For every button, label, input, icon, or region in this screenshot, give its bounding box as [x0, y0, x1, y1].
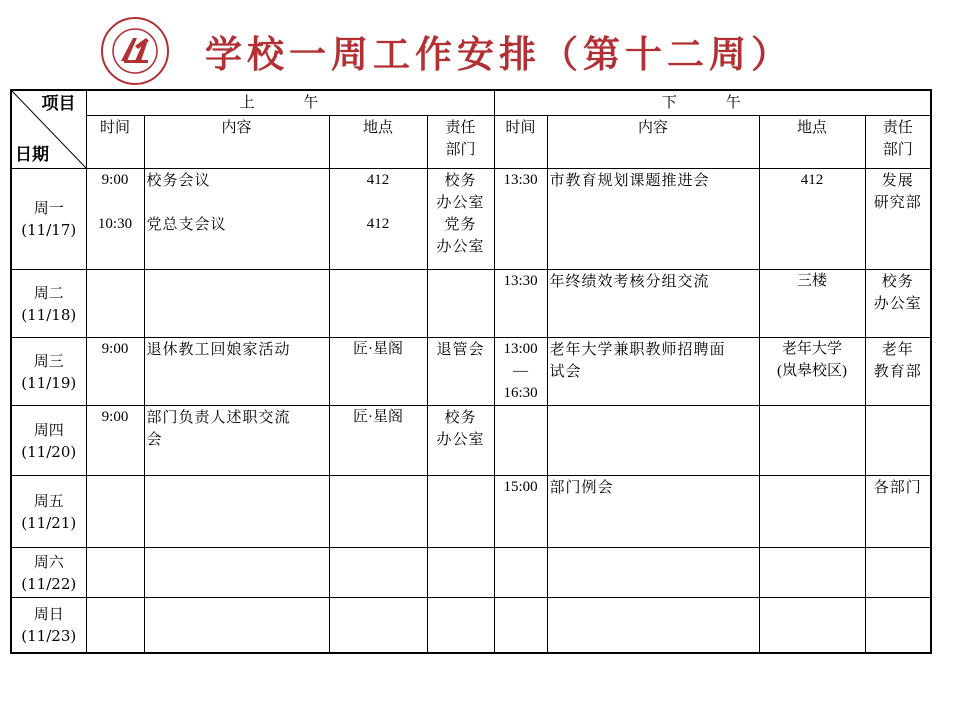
dept-text: 办公室 [436, 193, 485, 211]
day-cell [11, 270, 86, 338]
table-row [11, 598, 931, 653]
pm-place-cell [759, 406, 865, 476]
day-date: (11/20) [21, 442, 77, 461]
day-name: 周二 [33, 283, 64, 302]
pm-time-cell [494, 476, 547, 548]
entry-dept [866, 476, 931, 498]
am-time-cell [86, 598, 144, 653]
content-text: 年终绩效考核分组交流 [549, 272, 710, 290]
am-dept-cell [427, 270, 494, 338]
corner-header-cell [11, 90, 86, 169]
page-title: 学校一周工作安排（第十二周） [205, 32, 793, 76]
spacer [87, 191, 144, 213]
dept-text: 校务 [881, 272, 914, 290]
pm-place-cell [759, 270, 865, 338]
table-row [11, 548, 931, 598]
table-row [11, 270, 931, 338]
place-text: 412 [366, 172, 390, 188]
pm-time-cell [494, 270, 547, 338]
am-dept-cell [427, 406, 494, 476]
day-cell [11, 406, 86, 476]
am-content-cell [144, 338, 329, 406]
entry-place [330, 338, 427, 360]
pm-dept-cell [865, 476, 931, 548]
am-dept-cell [427, 548, 494, 598]
place-text: 老年大学 [782, 341, 843, 357]
pm-time-header: 时间 [494, 116, 547, 169]
entry-time [87, 338, 144, 360]
table-row [11, 476, 931, 548]
entry-content [550, 476, 759, 498]
pm-place-header: 地点 [759, 116, 865, 169]
am-dept-cell [427, 169, 494, 270]
pm-place-cell [759, 169, 865, 270]
content-text: 市教育规划课题推进会 [549, 171, 710, 189]
day-cell [11, 598, 86, 653]
pm-dept-cell [865, 169, 931, 270]
place-text: 三楼 [797, 273, 828, 289]
day-cell [11, 338, 86, 406]
time-text: 10:30 [97, 216, 133, 232]
am-time-cell [86, 270, 144, 338]
time-text: 9:00 [101, 409, 129, 425]
am-place-cell [329, 476, 427, 548]
am-place-cell [329, 598, 427, 653]
pm-time-cell [494, 598, 547, 653]
am-place-cell [329, 406, 427, 476]
time-text: 9:00 [101, 341, 129, 357]
day-cell [11, 548, 86, 598]
day-name: 周五 [33, 491, 64, 510]
place-text: 匠·星阁 [353, 341, 403, 357]
day-cell [11, 476, 86, 548]
pm-content-cell [547, 476, 759, 548]
entry-dept [428, 406, 494, 450]
am-time-cell [86, 406, 144, 476]
am-content-header: 内容 [144, 116, 329, 169]
pm-dept-cell [865, 598, 931, 653]
am-time-cell [86, 476, 144, 548]
entry-dept [428, 213, 494, 257]
content-text: 党总支会议 [146, 215, 227, 233]
entry-time [495, 338, 547, 404]
page-header [0, 0, 960, 88]
entry-dept [428, 169, 494, 213]
am-content-cell [144, 476, 329, 548]
am-place-header: 地点 [329, 116, 427, 169]
content-text: 校务会议 [146, 171, 211, 189]
entry-content [550, 338, 759, 382]
day-date: (11/17) [21, 221, 77, 239]
entry-dept [866, 270, 931, 314]
am-place-cell [329, 338, 427, 406]
am-content-cell [144, 270, 329, 338]
date-label: 日期 [15, 145, 49, 165]
day-name: 周六 [33, 552, 64, 571]
table-row [11, 406, 931, 476]
dept-text: 办公室 [436, 237, 485, 255]
pm-time-cell [494, 406, 547, 476]
dept-text: 研究部 [873, 193, 922, 211]
pm-content-cell [547, 598, 759, 653]
am-header: 上 午 [86, 90, 494, 116]
content-text: 老年大学兼职教师招聘面 [549, 340, 726, 358]
pm-dept-cell [865, 406, 931, 476]
day-name: 周一 [33, 199, 64, 217]
entry-time [495, 270, 547, 292]
entry-content [147, 338, 329, 360]
am-dept-header: 责任 部门 [427, 116, 494, 169]
dept-text: 教育部 [873, 362, 922, 380]
content-text: 会 [146, 430, 163, 448]
time-text: 16:30 [503, 385, 538, 401]
entry-time [495, 169, 547, 191]
day-name: 周日 [33, 604, 64, 623]
am-place-cell [329, 270, 427, 338]
day-date: (11/21) [21, 513, 77, 532]
pm-place-cell [759, 338, 865, 406]
dept-text: 校务 [444, 171, 477, 189]
pm-dept-header: 责任 部门 [865, 116, 931, 169]
dept-text: 老年 [881, 340, 914, 358]
day-date: (11/19) [21, 373, 77, 392]
spacer [330, 191, 427, 213]
pm-header: 下 午 [494, 90, 931, 116]
content-text: 退休教工回娘家活动 [146, 340, 291, 358]
pm-content-cell [547, 406, 759, 476]
am-content-cell [144, 406, 329, 476]
entry-content [147, 406, 329, 450]
time-text: 13:30 [503, 172, 538, 188]
entry-dept [866, 169, 931, 213]
am-time-cell [86, 338, 144, 406]
pm-place-cell [759, 548, 865, 598]
am-time-cell [86, 548, 144, 598]
place-text: 匠·星阁 [353, 409, 403, 425]
place-text: 412 [366, 216, 390, 232]
schedule-body [11, 169, 931, 653]
spacer [147, 191, 329, 213]
day-name: 周四 [33, 420, 64, 439]
day-cell [11, 169, 86, 270]
dept-text: 办公室 [873, 294, 922, 312]
pm-time-cell [494, 548, 547, 598]
pm-content-cell [547, 548, 759, 598]
day-date: (11/18) [21, 305, 77, 324]
pm-dept-cell [865, 270, 931, 338]
pm-time-cell [494, 169, 547, 270]
am-time-header: 时间 [86, 116, 144, 169]
time-text: 9:00 [101, 172, 129, 188]
dept-text: 各部门 [873, 478, 922, 496]
table-row [11, 338, 931, 406]
entry-place [760, 169, 865, 191]
am-place-cell [329, 169, 427, 270]
entry-place [760, 338, 865, 382]
am-content-cell [144, 598, 329, 653]
weekly-schedule-table [10, 89, 932, 654]
am-dept-cell [427, 338, 494, 406]
am-place-cell [329, 548, 427, 598]
time-text: 15:00 [503, 479, 538, 495]
entry-content [550, 270, 759, 292]
time-text: — [513, 363, 529, 379]
content-text: 部门负责人述职交流 [146, 408, 291, 426]
pm-time-cell [494, 338, 547, 406]
entry-time [87, 406, 144, 428]
content-text: 部门例会 [549, 478, 614, 496]
pm-content-cell [547, 338, 759, 406]
pm-place-cell [759, 476, 865, 548]
place-text: 412 [800, 172, 824, 188]
dept-text: 发展 [881, 171, 914, 189]
pm-content-header: 内容 [547, 116, 759, 169]
am-time-cell [86, 169, 144, 270]
pm-dept-cell [865, 548, 931, 598]
pm-content-cell [547, 169, 759, 270]
day-date: (11/23) [21, 626, 77, 645]
table-row [11, 169, 931, 270]
am-dept-cell [427, 476, 494, 548]
entry-place [760, 270, 865, 292]
dept-text: 党务 [444, 215, 477, 233]
dept-text: 退管会 [436, 340, 485, 358]
day-name: 周三 [33, 351, 64, 370]
pm-dept-cell [865, 338, 931, 406]
time-text: 13:30 [503, 273, 538, 289]
entry-dept [866, 338, 931, 382]
entry-content [550, 169, 759, 191]
am-dept-cell [427, 598, 494, 653]
entry-time [495, 476, 547, 498]
dept-text: 办公室 [436, 430, 485, 448]
item-label: 项目 [41, 94, 76, 114]
am-content-cell [144, 169, 329, 270]
place-text: (岚皋校区) [777, 363, 848, 379]
dept-text: 校务 [444, 408, 477, 426]
time-text: 13:00 [503, 341, 538, 357]
content-text: 试会 [549, 362, 582, 380]
am-content-cell [144, 548, 329, 598]
pm-content-cell [547, 270, 759, 338]
entry-dept [428, 338, 494, 360]
university-logo [100, 16, 170, 86]
pm-place-cell [759, 598, 865, 653]
day-date: (11/22) [21, 574, 77, 593]
entry-place [330, 406, 427, 428]
